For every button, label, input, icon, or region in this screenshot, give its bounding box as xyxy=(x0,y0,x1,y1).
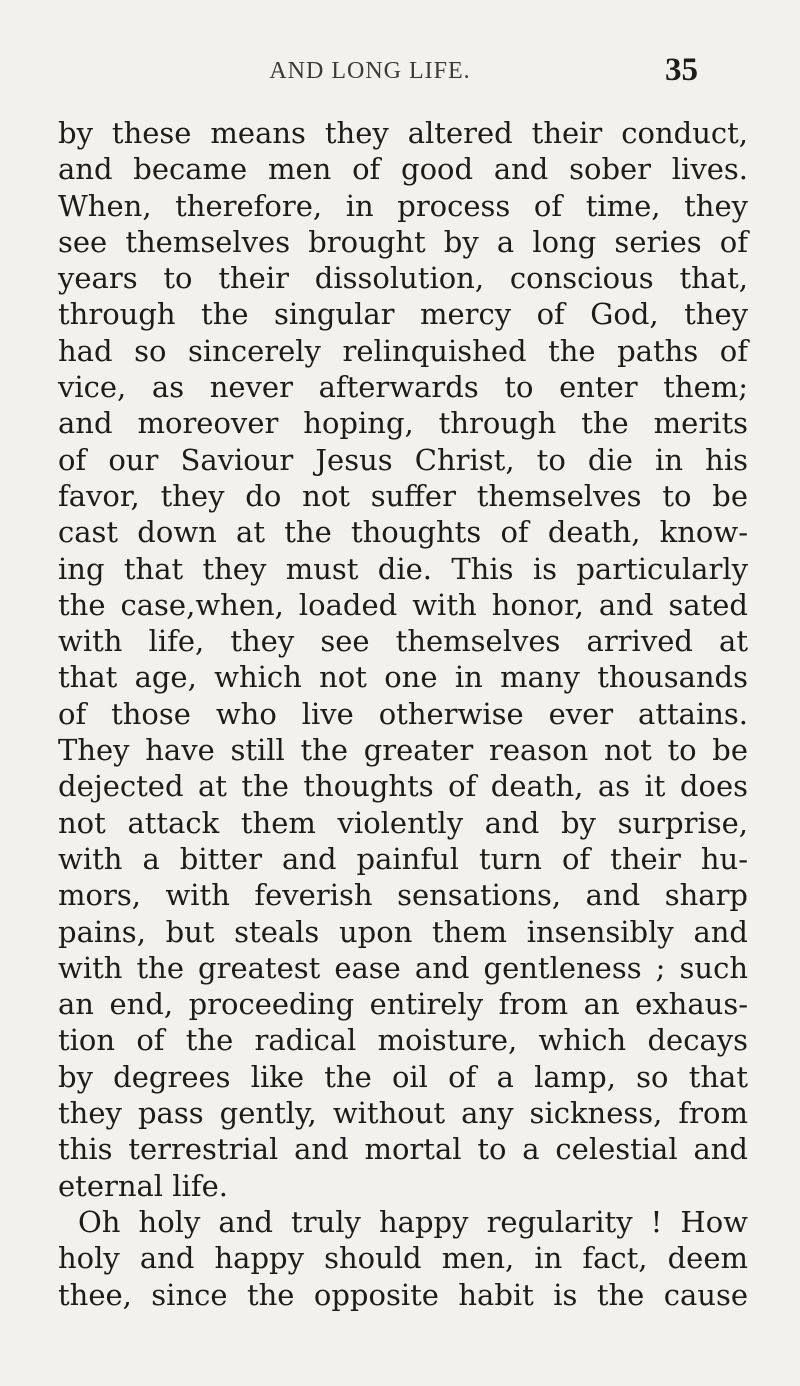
text-line: they pass gently, without any sickness, from xyxy=(58,1096,748,1131)
text-line: that age, which not one in many thousands xyxy=(58,660,748,695)
text-line: thee, since the opposite habit is the cause xyxy=(58,1277,748,1312)
text-line: years to their dissolution, conscious that, xyxy=(58,261,748,296)
text-line: with life, they see themselves arrived at xyxy=(58,624,748,659)
text-line: with the greatest ease and gentleness ; such xyxy=(58,950,748,985)
text-line: and became men of good and sober lives. xyxy=(58,152,748,187)
text-line: see themselves brought by a long series of xyxy=(58,224,748,259)
page-number: 35 xyxy=(665,52,698,88)
text-line: by these means they altered their conduct, xyxy=(58,116,748,150)
text-line: of those who live otherwise ever attains. xyxy=(58,696,748,731)
text-line: They have still the greater reason not to be xyxy=(58,733,748,768)
text-line: and moreover hoping, through the merits xyxy=(58,406,748,441)
text-line: ing that they must die. This is particularly xyxy=(58,551,748,586)
text-line: cast down at the thoughts of death, know- xyxy=(58,515,748,550)
body-text xyxy=(58,115,748,1313)
text-line: with a bitter and painful turn of their hu- xyxy=(58,841,748,876)
text-line: this terrestrial and mortal to a celestial and xyxy=(58,1132,748,1167)
text-line: holy and happy should men, in fact, deem xyxy=(58,1241,748,1276)
text-line: tion of the radical moisture, which decays xyxy=(58,1023,748,1058)
text-line-paragraph-start: Oh holy and truly happy regularity ! How xyxy=(78,1204,748,1239)
text-line: the case,when, loaded with honor, and sated xyxy=(58,587,748,622)
text-line: not attack them violently and by surprise, xyxy=(58,805,748,840)
text-line: through the singular mercy of God, they xyxy=(58,297,748,332)
running-head xyxy=(0,52,800,98)
text-line: mors, with feverish sensations, and sharp xyxy=(58,878,748,913)
text-line-paragraph-end: eternal life. xyxy=(58,1168,228,1203)
running-title: AND LONG LIFE. xyxy=(269,58,471,84)
text-line: favor, they do not suffer themselves to be xyxy=(58,478,748,513)
text-line: by degrees like the oil of a lamp, so that xyxy=(58,1059,748,1094)
text-line: vice, as never afterwards to enter them; xyxy=(58,370,748,405)
text-line: had so sincerely relinquished the paths of xyxy=(58,333,748,368)
text-line: of our Saviour Jesus Christ, to die in his xyxy=(58,442,748,477)
text-line: pains, but steals upon them insensibly and xyxy=(58,914,748,949)
text-line: an end, proceeding entirely from an exhaus- xyxy=(58,987,748,1022)
text-line: When, therefore, in process of time, they xyxy=(58,188,748,223)
text-line: dejected at the thoughts of death, as it does xyxy=(58,769,748,804)
